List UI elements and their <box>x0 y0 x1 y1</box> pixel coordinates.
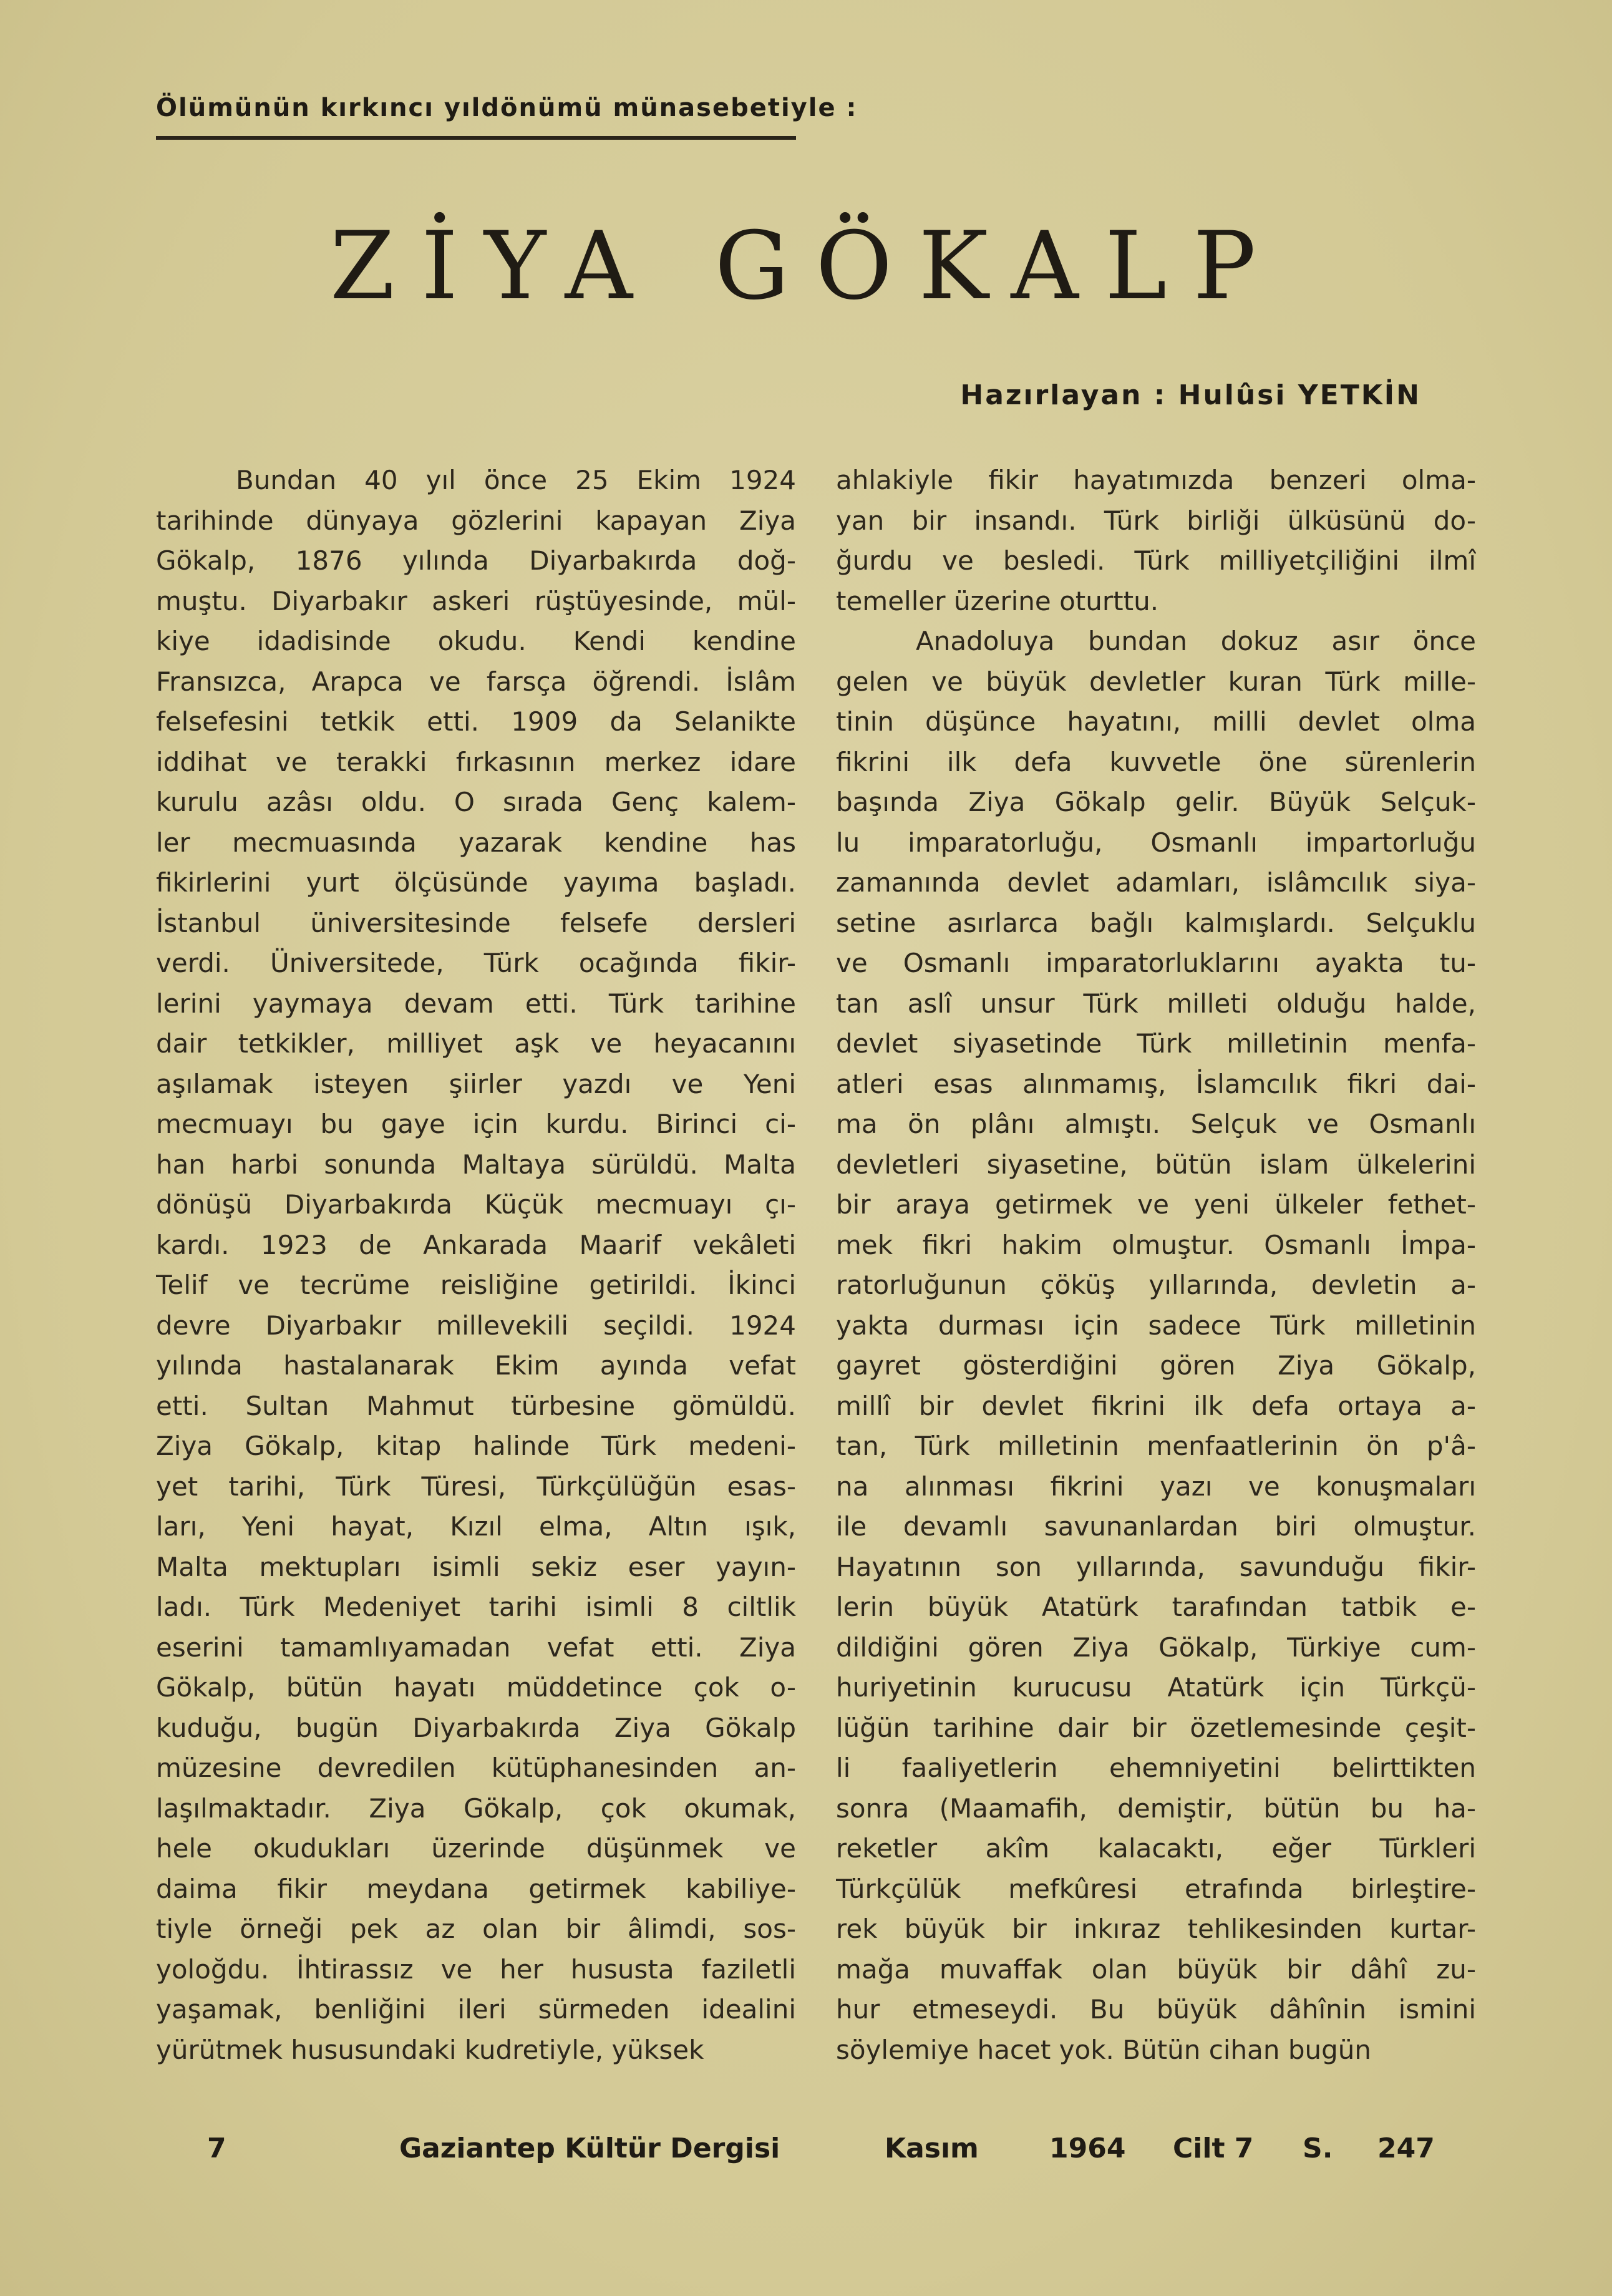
text-line: yoloğdu. İhtirassız ve her hususta faziletli <box>156 1953 796 1985</box>
text-line: ile devamlı savunanlardan biri olmuştur. <box>836 1511 1476 1542</box>
text-line: zamanında devlet adamları, islâmcılık siya- <box>836 867 1476 898</box>
footer-month: Kasım <box>885 2133 979 2164</box>
text-line: lerin büyük Atatürk tarafından tatbik e- <box>836 1592 1476 1622</box>
right-column <box>836 460 1476 2070</box>
article-byline: Hazırlayan : Hulûsi YETKİN <box>960 379 1421 411</box>
left-column <box>156 460 796 2070</box>
text-line: başında Ziya Gökalp gelir. Büyük Selçuk- <box>836 787 1476 817</box>
text-line: ratorluğunun çöküş yıllarında, devletin a- <box>836 1270 1476 1300</box>
text-line: mek fikri hakim olmuştur. Osmanlı İmpa- <box>836 1229 1476 1260</box>
text-line: etti. Sultan Mahmut türbesine gömüldü. <box>156 1390 796 1421</box>
text-line: dildiğini gören Ziya Gökalp, Türkiye cum- <box>836 1632 1476 1663</box>
footer-page-number: 7 <box>207 2133 226 2164</box>
text-line: kuduğu, bugün Diyarbakırda Ziya Gökalp <box>156 1712 796 1743</box>
kicker-rule <box>156 136 796 140</box>
text-line: hur etmeseydi. Bu büyük dâhînin ismini <box>836 1994 1476 2025</box>
text-line: kurulu azâsı oldu. O sırada Genç kalem- <box>156 787 796 817</box>
text-line: hele okudukları üzerinde düşünmek ve <box>156 1833 796 1864</box>
text-line: iddihat ve terakki fırkasının merkez idare <box>156 746 796 777</box>
footer-issue-number: 247 <box>1377 2133 1435 2164</box>
text-line: fikrini ilk defa kuvvetle öne sürenlerin <box>836 746 1476 777</box>
text-line: li faaliyetlerin ehemniyetini belirttikten <box>836 1753 1476 1783</box>
text-line: yaşamak, benliğini ileri sürmeden idealini <box>156 1994 796 2025</box>
text-line: Hayatının son yıllarında, savunduğu fikir- <box>836 1551 1476 1582</box>
text-line: ler mecmuasında yazarak kendine has <box>156 827 796 858</box>
text-line: ma ön plânı almıştı. Selçuk ve Osmanlı <box>836 1109 1476 1139</box>
text-line: ları, Yeni hayat, Kızıl elma, Altın ışık, <box>156 1511 796 1542</box>
text-line: söylemiye hacet yok. Bütün cihan bugün <box>836 2034 1372 2065</box>
footer-volume: Cilt 7 <box>1173 2133 1254 2164</box>
text-line: Ziya Gökalp, kitap halinde Türk medeni- <box>156 1431 796 1461</box>
text-line: lüğün tarihine dair bir özetlemesinde çeşit- <box>836 1712 1476 1743</box>
footer-issue-label: S. <box>1303 2133 1333 2164</box>
page-footer <box>156 2133 1435 2170</box>
text-line: dair tetkikler, milliyet aşk ve heyacanını <box>156 1028 796 1059</box>
text-line: huriyetinin kurucusu Atatürk için Türkçü- <box>836 1672 1476 1703</box>
text-line: kardı. 1923 de Ankarada Maarif vekâleti <box>156 1229 796 1260</box>
text-line: atleri esas alınmamış, İslamcılık fikri dai- <box>836 1068 1476 1099</box>
text-line: fikirlerini yurt ölçüsünde yayıma başladı. <box>156 867 796 898</box>
text-line: lerini yaymaya devam etti. Türk tarihine <box>156 988 796 1019</box>
text-line: Malta mektupları isimli sekiz eser yayın- <box>156 1551 796 1582</box>
text-line: rek büyük bir inkıraz tehlikesinden kurtar- <box>836 1914 1476 1944</box>
text-line: ğurdu ve besledi. Türk milliyetçiliğini ilmî <box>836 545 1476 576</box>
text-line: Gökalp, bütün hayatı müddetince çok o- <box>156 1672 796 1703</box>
kicker-heading: Ölümünün kırkıncı yıldönümü münasebetiyle : <box>156 94 858 122</box>
text-line: verdi. Üniversitede, Türk ocağında fikir- <box>156 948 796 978</box>
text-line: yürütmek hususundaki kudretiyle, yüksek <box>156 2034 704 2065</box>
text-line: tan, Türk milletinin menfaatlerinin ön p'â- <box>836 1431 1476 1461</box>
text-line: devletleri siyasetine, bütün islam ülkelerini <box>836 1149 1476 1180</box>
text-line: yet tarihi, Türk Türesi, Türkçülüğün esas- <box>156 1471 796 1502</box>
article-title: ZİYA GÖKALP <box>329 212 1283 321</box>
text-line: mecmuayı bu gaye için kurdu. Birinci ci- <box>156 1109 796 1139</box>
text-line: bir araya getirmek ve yeni ülkeler fethet- <box>836 1189 1476 1220</box>
text-line: Bundan 40 yıl önce 25 Ekim 1924 <box>236 465 796 495</box>
text-line: yılında hastalanarak Ekim ayında vefat <box>156 1350 796 1381</box>
text-line: tarihinde dünyaya gözlerini kapayan Ziya <box>156 505 796 536</box>
text-line: lu imparatorluğu, Osmanlı impartorluğu <box>836 827 1476 858</box>
text-line: yakta durması için sadece Türk milletinin <box>836 1310 1476 1341</box>
text-line: mağa muvaffak olan büyük bir dâhî zu- <box>836 1953 1476 1985</box>
text-line: aşılamak isteyen şiirler yazdı ve Yeni <box>156 1068 796 1099</box>
text-line: daima fikir meydana getirmek kabiliye- <box>156 1873 796 1904</box>
text-line: gayret gösterdiğini gören Ziya Gökalp, <box>836 1350 1476 1381</box>
text-line: sonra (Maamafih, demiştir, bütün bu ha- <box>836 1793 1476 1824</box>
text-line: tiyle örneği pek az olan bir âlimdi, sos- <box>156 1914 796 1944</box>
footer-magazine-name: Gaziantep Kültür Dergisi <box>399 2133 780 2164</box>
text-line: ve Osmanlı imparatorluklarını ayakta tu- <box>836 948 1476 978</box>
text-line: müzesine devredilen kütüphanesinden an- <box>156 1753 796 1783</box>
text-line: han harbi sonunda Maltaya sürüldü. Malta <box>156 1149 796 1180</box>
text-line: Anadoluya bundan dokuz asır önce <box>916 626 1476 656</box>
text-line: eserini tamamlıyamadan vefat etti. Ziya <box>156 1632 796 1663</box>
text-line: Gökalp, 1876 yılında Diyarbakırda doğ- <box>156 545 796 576</box>
text-line: dönüşü Diyarbakırda Küçük mecmuayı çı- <box>156 1189 796 1220</box>
text-line: Fransızca, Arapca ve farsça öğrendi. İslâm <box>156 666 796 697</box>
text-line: na alınması fikrini yazı ve konuşmaları <box>836 1471 1476 1502</box>
footer-year: 1964 <box>1049 2133 1126 2164</box>
text-line: Türkçülük mefkûresi etrafında birleştire- <box>836 1873 1476 1904</box>
text-line: laşılmaktadır. Ziya Gökalp, çok okumak, <box>156 1793 796 1824</box>
text-line: ladı. Türk Medeniyet tarihi isimli 8 ciltlik <box>156 1592 796 1622</box>
text-line: tinin düşünce hayatını, milli devlet olma <box>836 706 1476 737</box>
text-line: muştu. Diyarbakır askeri rüştüyesinde, mül- <box>156 585 796 616</box>
text-line: Telif ve tecrüme reisliğine getirildi. İkinci <box>156 1270 796 1300</box>
text-line: devre Diyarbakır millevekili seçildi. 1924 <box>156 1310 796 1341</box>
text-line: devlet siyasetinde Türk milletinin menfa- <box>836 1028 1476 1059</box>
text-line: ahlakiyle fikir hayatımızda benzeri olma- <box>836 465 1476 495</box>
text-line: millî bir devlet fikrini ilk defa ortaya a- <box>836 1390 1476 1421</box>
text-line: temeller üzerine oturttu. <box>836 585 1159 616</box>
text-line: yan bir insandı. Türk birliği ülküsünü do- <box>836 505 1476 536</box>
text-line: kiye idadisinde okudu. Kendi kendine <box>156 626 796 656</box>
text-line: reketler akîm kalacaktı, eğer Türkleri <box>836 1833 1476 1864</box>
text-line: felsefesini tetkik etti. 1909 da Selanikte <box>156 706 796 737</box>
text-line: tan aslî unsur Türk milleti olduğu halde, <box>836 988 1476 1019</box>
text-line: İstanbul üniversitesinde felsefe dersleri <box>156 907 796 938</box>
text-line: gelen ve büyük devletler kuran Türk mille- <box>836 666 1476 697</box>
text-line: setine asırlarca bağlı kalmışlardı. Selçuklu <box>836 907 1476 938</box>
